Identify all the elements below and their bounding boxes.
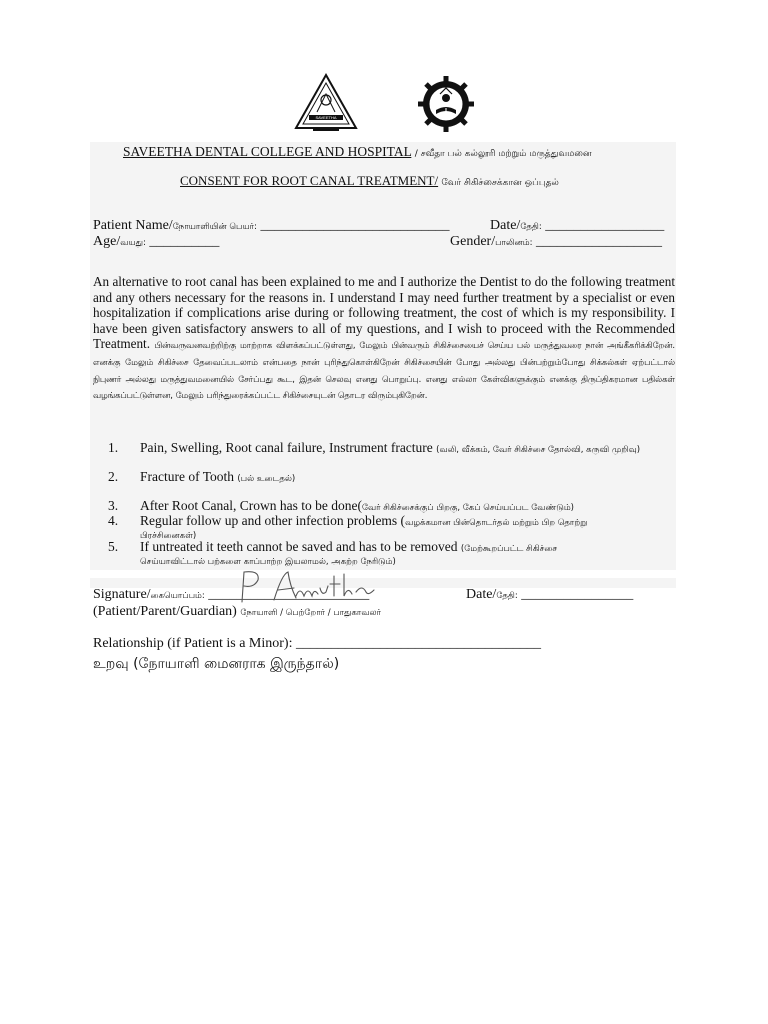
signature-label-tamil: கையொப்பம்: xyxy=(150,591,205,601)
risk-text-tamil: (மேற்கூறப்பட்ட சிகிச்சை xyxy=(460,544,558,554)
risk-text: Pain, Swelling, Root canal failure, Instrument fracture xyxy=(140,440,433,455)
institution-heading xyxy=(123,144,592,160)
age-label: Age/ xyxy=(93,234,121,249)
signature-line[interactable]: _______________________ xyxy=(208,587,370,602)
date-field[interactable] xyxy=(490,218,664,234)
risk-text-tamil: வேர் சிகிச்சைக்குப் பிறகு, கேப் செய்யப்பட வேண்டும்) xyxy=(361,503,575,513)
signature-label: Signature/ xyxy=(93,587,151,602)
age-label-tamil: வயது: xyxy=(120,238,146,248)
signature-date-label-tamil: தேதி: xyxy=(496,591,518,601)
risk-text-tamil: வழக்கமான பின்தொடர்தல் மற்றும் பிற தொற்று xyxy=(405,518,588,528)
risk-text-tamil-continued: செய்யாவிட்டால் பற்களை காப்பாற்ற இயலாமல், அகற்ற நேரிடும்) xyxy=(140,557,396,567)
university-seal-logo xyxy=(416,74,476,134)
age-field[interactable] xyxy=(93,234,219,250)
risk-text: After Root Canal, Crown has to be done( xyxy=(140,498,362,513)
form-title-tamil: வேர் சிகிச்சைக்கான ஒப்புதல் xyxy=(441,178,559,188)
consent-statement-english: An alternative to root canal has been explained to me and I authorize the Dentist to do the following treatment and any others necessary for the reasons in. I understand I may need further treatment by a specialist or even hospitalization if complications arise during or following treatment, the cost of which is my responsibility. I have been given satisfactory answers to all of my questions, and I wish to proceed with the Recommended Treatment. xyxy=(93,274,675,352)
age-line[interactable]: __________ xyxy=(149,234,220,249)
gender-line[interactable]: __________________ xyxy=(535,234,662,249)
risk-text: If untreated it teeth cannot be saved and has to be removed xyxy=(140,539,458,554)
svg-text:SAVEETHA: SAVEETHA xyxy=(315,115,337,121)
risk-item xyxy=(108,440,674,456)
risk-text-tamil: (பல் உடைதல்) xyxy=(237,474,296,484)
signer-role xyxy=(93,604,381,620)
risk-text-tamil: (வலி, வீக்கம், வேர் சிகிச்சை தோல்வி, கருவி முறிவு) xyxy=(436,445,641,455)
form-title-english: CONSENT FOR ROOT CANAL TREATMENT/ xyxy=(180,173,439,188)
handwritten-signature xyxy=(230,566,380,606)
risk-number: 3. xyxy=(108,498,119,513)
signer-role-label-tamil: நோயாளி / பெற்றோர் / பாதுகாவலர் xyxy=(240,608,382,618)
relationship-field[interactable] xyxy=(93,636,541,652)
college-emblem-logo xyxy=(293,72,359,132)
date-label: Date/ xyxy=(490,218,521,233)
patient-name-line[interactable]: ___________________________ xyxy=(260,218,450,233)
risk-text-tamil-continued: பிரச்சினைகள்) xyxy=(140,531,197,541)
risk-number: 2. xyxy=(108,469,119,484)
risk-text: Fracture of Tooth xyxy=(140,469,235,484)
patient-name-label: Patient Name/ xyxy=(93,218,173,233)
gender-label: Gender/ xyxy=(450,234,496,249)
signature-date-field[interactable] xyxy=(466,587,633,603)
date-line[interactable]: _________________ xyxy=(545,218,665,233)
risk-item xyxy=(108,498,674,514)
patient-name-field[interactable] xyxy=(93,218,449,234)
risk-item xyxy=(108,540,674,569)
gender-label-tamil: பாலினம்: xyxy=(495,238,533,248)
risk-number: 5. xyxy=(108,539,119,554)
signature-date-line[interactable]: ________________ xyxy=(521,587,634,602)
date-label-tamil: தேதி: xyxy=(520,222,542,232)
relationship-label: Relationship (if Patient is a Minor): xyxy=(93,636,293,651)
form-title xyxy=(180,173,559,189)
relationship-label-tamil: உறவு (நோயாளி மைனராக இருந்தால்) xyxy=(93,656,340,672)
signature-date-label: Date/ xyxy=(466,587,497,602)
relationship-line[interactable]: ___________________________________ xyxy=(295,636,541,651)
signer-role-label: (Patient/Parent/Guardian) xyxy=(93,604,237,619)
consent-statement-tamil: பின்வருவனவற்றிற்கு மாற்றாக விளக்கப்பட்டுள்ளது, மேலும் பின்வரும் சிகிச்சையைச் செய்ய பல் மருத்துவரை நான் அங்கீகரிக்கிறேன். எனக்கு மேலும் சிகிச்சை தேவைப்படலாம் என்பதை நான் புரிந்துகொள்கிறேன் சிகிச்சையின் போது அல்லது பின்பற்றும்போது சிக்கல்கள் ஏற்பட்டால் நிபுணர் அல்லது மருத்துவமனையில் சேர்ப்பது கூட, இதன் செலவு எனது பொறுப்பு. எனது எல்லா கேள்விகளுக்கும் எனக்கு திருப்திகரமான பதில்கள் வழங்கப்பட்டுள்ளன, மேலும் பரிந்துரைக்கப்பட்ட சிகிச்சையுடன் தொடர விரும்புகிறேன். xyxy=(93,340,675,401)
gender-field[interactable] xyxy=(450,234,662,250)
risk-number: 1. xyxy=(108,440,119,455)
institution-name: SAVEETHA DENTAL COLLEGE AND HOSPITAL xyxy=(123,144,412,159)
consent-statement xyxy=(93,274,675,403)
risk-item xyxy=(108,469,674,485)
institution-name-tamil: / சவீதா பல் கல்லூரி மற்றும் மருத்துவமனை xyxy=(414,149,592,159)
risk-number: 4. xyxy=(108,513,119,528)
patient-name-label-tamil: நோயாளியின் பெயர்: xyxy=(172,222,257,232)
risk-text: Regular follow up and other infection problems ( xyxy=(140,513,406,528)
